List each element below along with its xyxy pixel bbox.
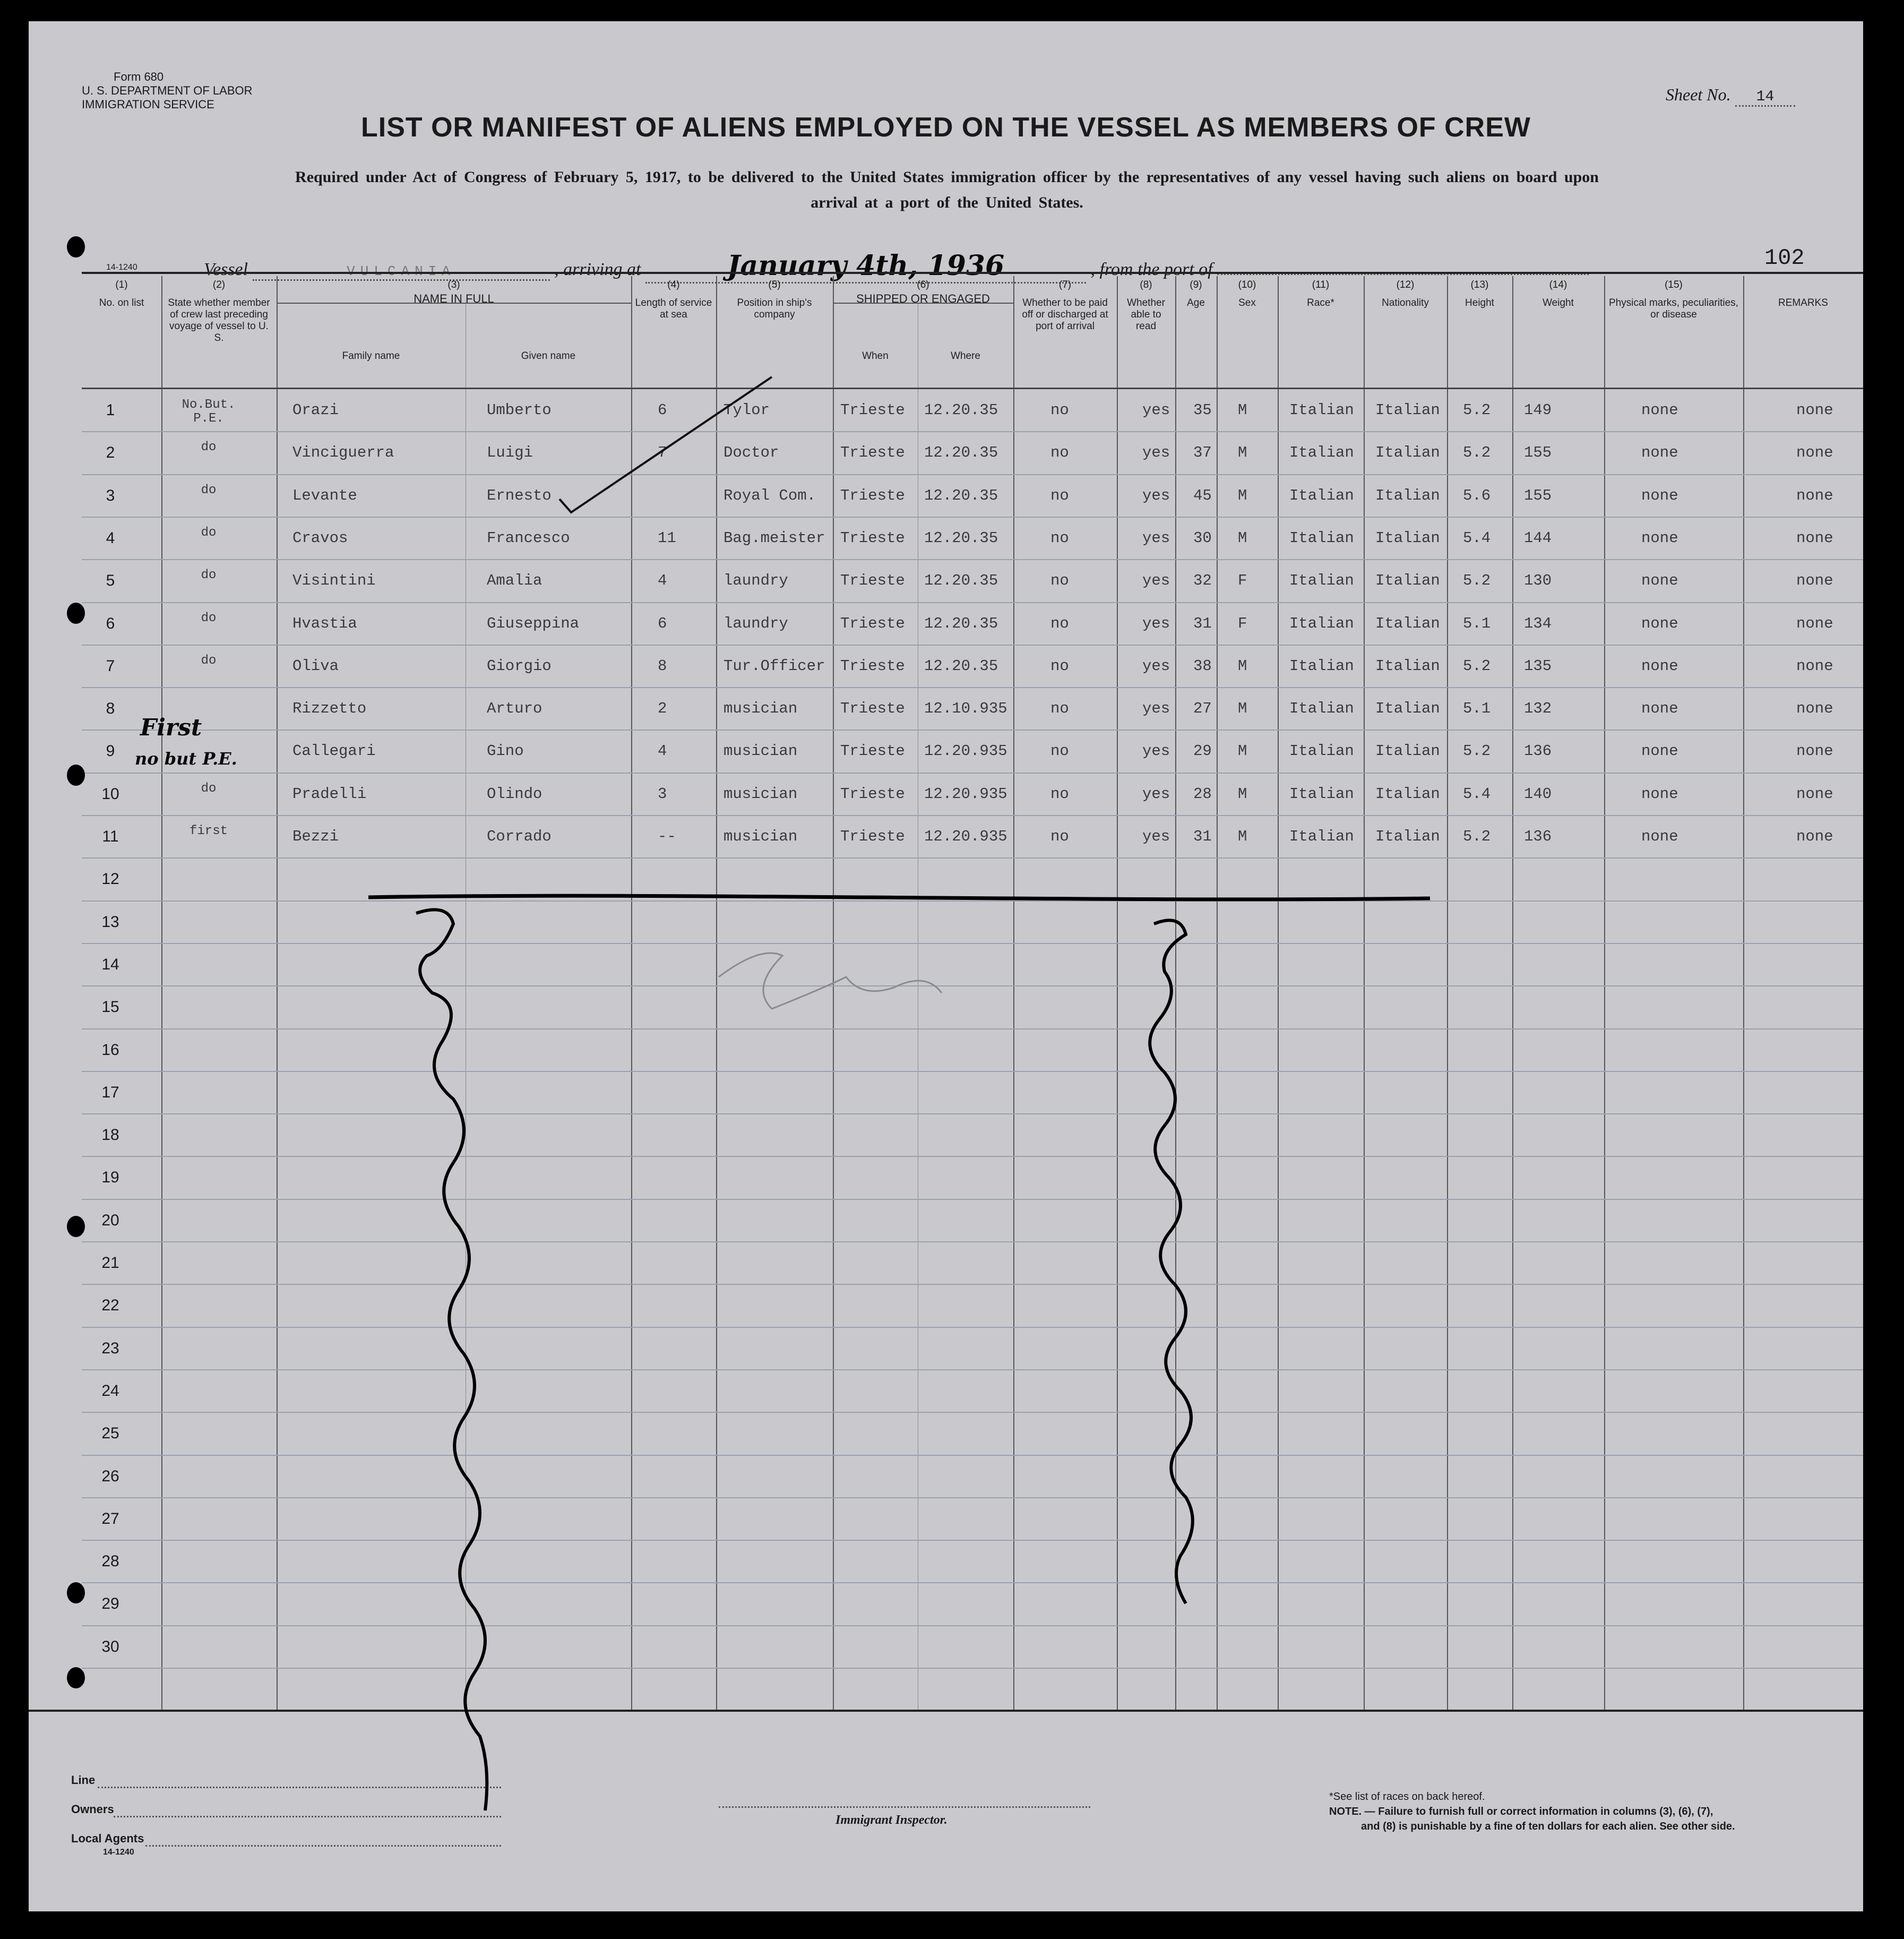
row-number: 27 bbox=[101, 1509, 119, 1528]
handwritten-first: First bbox=[140, 714, 202, 741]
punch-hole bbox=[67, 1667, 85, 1688]
punch-hole bbox=[67, 1582, 85, 1603]
table-cell-position: Tur.Officer bbox=[723, 657, 825, 675]
table-cell-service: 6 bbox=[658, 401, 667, 419]
row-number: 21 bbox=[101, 1254, 119, 1272]
column-number: (15) bbox=[1665, 279, 1683, 290]
table-cell-marks: none bbox=[1641, 614, 1678, 632]
table-cell-remarks: none bbox=[1796, 529, 1833, 547]
table-cell-read: yes bbox=[1142, 572, 1170, 590]
row-number: 6 bbox=[106, 614, 115, 632]
column-header: State whether member of crew last preceding voyage of vessel to U. S. bbox=[168, 297, 270, 344]
table-cell-race: Italian bbox=[1289, 742, 1354, 760]
column-number: (4) bbox=[667, 279, 680, 290]
table-cell-when: 12.20.35 bbox=[924, 444, 998, 462]
table-cell-given: Giorgio bbox=[487, 657, 552, 675]
table-cell-position: laundry bbox=[723, 614, 788, 632]
table-cell-paid: no bbox=[1050, 401, 1069, 419]
row-number: 8 bbox=[106, 700, 115, 718]
table-cell-position: musician bbox=[723, 785, 798, 803]
table-cell-weight: 136 bbox=[1524, 742, 1552, 760]
column-header: Weight bbox=[1543, 297, 1574, 308]
ditto-squiggle-right bbox=[1150, 920, 1193, 1603]
vessel-value: VULCANIA bbox=[253, 263, 550, 281]
table-cell-when: 12.10.935 bbox=[924, 700, 1007, 718]
table-cell-nat: Italian bbox=[1375, 444, 1440, 462]
table-cell-prev: No.But. P.E. bbox=[182, 398, 236, 426]
table-cell-height: 5.6 bbox=[1463, 486, 1491, 504]
line-label: Line bbox=[71, 1773, 96, 1787]
table-cell-paid: no bbox=[1050, 444, 1069, 462]
table-cell-nat: Italian bbox=[1375, 401, 1440, 419]
table-cell-when: 12.20.35 bbox=[924, 572, 998, 590]
table-cell-given: Ernesto bbox=[487, 486, 552, 504]
table-cell-where: Trieste bbox=[840, 401, 905, 419]
table-cell-prev: do bbox=[201, 653, 217, 668]
manifest-page bbox=[29, 21, 1863, 1911]
table-cell-race: Italian bbox=[1289, 529, 1354, 547]
table-cell-race: Italian bbox=[1289, 572, 1354, 590]
table-cell-height: 5.1 bbox=[1463, 614, 1491, 632]
row-number: 13 bbox=[101, 913, 119, 931]
row-number: 16 bbox=[101, 1041, 119, 1059]
table-cell-race: Italian bbox=[1289, 401, 1354, 419]
row-number: 10 bbox=[101, 785, 119, 803]
row-number: 30 bbox=[101, 1637, 119, 1655]
table-cell-marks: none bbox=[1641, 742, 1678, 760]
column-header: Height bbox=[1465, 297, 1494, 308]
table-cell-age: 31 bbox=[1193, 828, 1212, 845]
column-header: Position in ship's company bbox=[737, 297, 812, 320]
table-cell-paid: no bbox=[1050, 657, 1069, 675]
table-cell-paid: no bbox=[1050, 700, 1069, 718]
row-number: 3 bbox=[106, 486, 115, 504]
table-cell-position: Bag.meister bbox=[723, 529, 825, 547]
column-number: (2) bbox=[212, 279, 226, 290]
table-cell-marks: none bbox=[1641, 401, 1678, 419]
table-cell-nat: Italian bbox=[1375, 700, 1440, 718]
table-cell-height: 5.2 bbox=[1463, 572, 1491, 590]
table-cell-prev: do bbox=[201, 483, 217, 497]
column-number: (8) bbox=[1140, 279, 1152, 290]
table-cell-service: 4 bbox=[658, 572, 667, 590]
table-cell-sex: M bbox=[1238, 401, 1247, 419]
table-cell-when: 12.20.935 bbox=[924, 828, 1007, 845]
table-cell-age: 38 bbox=[1193, 657, 1212, 675]
table-cell-family: Visintini bbox=[292, 572, 376, 590]
table-cell-remarks: none bbox=[1796, 785, 1833, 803]
table-cell-nat: Italian bbox=[1375, 529, 1440, 547]
table-cell-when: 12.20.35 bbox=[924, 401, 998, 419]
table-cell-weight: 136 bbox=[1524, 828, 1552, 845]
table-cell-sex: M bbox=[1238, 657, 1247, 675]
note-line-1: NOTE. — Failure to furnish full or correct information in columns (3), (6), (7), bbox=[1329, 1806, 1713, 1817]
column-subheader: When bbox=[862, 350, 889, 362]
table-cell-when: 12.20.35 bbox=[924, 657, 998, 675]
table-cell-where: Trieste bbox=[840, 572, 905, 590]
column-number: (12) bbox=[1396, 279, 1415, 290]
table-cell-service: 4 bbox=[658, 742, 667, 760]
table-cell-nat: Italian bbox=[1375, 785, 1440, 803]
table-cell-service: 3 bbox=[658, 785, 667, 803]
table-cell-age: 30 bbox=[1193, 529, 1212, 547]
faint-signature bbox=[719, 953, 942, 1009]
form-code-bottom: 14-1240 bbox=[103, 1848, 134, 1857]
table-cell-family: Vinciguerra bbox=[292, 444, 394, 462]
row-number: 12 bbox=[101, 870, 119, 888]
table-cell-read: yes bbox=[1142, 742, 1170, 760]
ditto-squiggle-left bbox=[416, 910, 487, 1811]
arriving-label: , arriving at bbox=[554, 260, 641, 279]
table-cell-race: Italian bbox=[1289, 444, 1354, 462]
table-cell-marks: none bbox=[1641, 444, 1678, 462]
table-cell-weight: 155 bbox=[1524, 486, 1552, 504]
table-cell-read: yes bbox=[1142, 828, 1170, 845]
table-cell-family: Rizzetto bbox=[292, 700, 367, 718]
table-cell-race: Italian bbox=[1289, 700, 1354, 718]
table-cell-marks: none bbox=[1641, 529, 1678, 547]
table-cell-weight: 135 bbox=[1524, 657, 1552, 675]
table-cell-where: Trieste bbox=[840, 828, 905, 845]
column-number: (5) bbox=[768, 279, 781, 290]
column-header: Race* bbox=[1307, 297, 1334, 308]
table-cell-age: 37 bbox=[1193, 444, 1212, 462]
table-cell-height: 5.2 bbox=[1463, 657, 1491, 675]
punch-hole bbox=[67, 1216, 85, 1237]
table-cell-sex: M bbox=[1238, 742, 1247, 760]
table-cell-position: laundry bbox=[723, 572, 788, 590]
table-cell-weight: 140 bbox=[1524, 785, 1552, 803]
row-number: 19 bbox=[101, 1169, 119, 1187]
table-cell-nat: Italian bbox=[1375, 742, 1440, 760]
table-cell-remarks: none bbox=[1796, 742, 1833, 760]
column-number: (6) bbox=[917, 279, 929, 290]
table-cell-family: Cravos bbox=[292, 529, 348, 547]
column-number: (1) bbox=[115, 279, 128, 290]
row-number: 28 bbox=[101, 1552, 119, 1571]
punch-hole bbox=[67, 603, 85, 624]
table-cell-height: 5.1 bbox=[1463, 700, 1491, 718]
table-cell-paid: no bbox=[1050, 529, 1069, 547]
sheet-label: Sheet No. bbox=[1666, 85, 1731, 104]
table-cell-paid: no bbox=[1050, 486, 1069, 504]
subtitle-line-2: arrival at a port of the United States. bbox=[811, 194, 1083, 211]
table-cell-nat: Italian bbox=[1375, 614, 1440, 632]
table-cell-prev: first bbox=[189, 824, 228, 838]
row-number: 24 bbox=[101, 1382, 119, 1400]
table-cell-sex: F bbox=[1238, 614, 1247, 632]
column-header: Physical marks, peculiarities, or disease bbox=[1609, 297, 1738, 320]
table-cell-nat: Italian bbox=[1375, 657, 1440, 675]
form-number: Form 680 bbox=[114, 70, 164, 83]
table-cell-marks: none bbox=[1641, 700, 1678, 718]
arrival-date: January 4th, 1936 bbox=[645, 250, 1086, 284]
table-cell-prev: do bbox=[201, 611, 217, 625]
table-cell-where: Trieste bbox=[840, 486, 905, 504]
table-cell-given: Francesco bbox=[487, 529, 570, 547]
table-cell-weight: 132 bbox=[1524, 700, 1552, 718]
row-number: 29 bbox=[101, 1595, 119, 1613]
row-strike-line bbox=[368, 896, 1430, 899]
table-cell-service: -- bbox=[658, 828, 676, 845]
table-cell-given: Olindo bbox=[487, 785, 542, 803]
column-subheader: Family name bbox=[342, 350, 400, 362]
table-cell-height: 5.2 bbox=[1463, 742, 1491, 760]
column-header: No. on list bbox=[99, 297, 144, 308]
handwritten-marks bbox=[29, 21, 1863, 1911]
table-cell-where: Trieste bbox=[840, 444, 905, 462]
table-cell-paid: no bbox=[1050, 572, 1069, 590]
table-cell-read: yes bbox=[1142, 614, 1170, 632]
table-cell-height: 5.2 bbox=[1463, 828, 1491, 845]
column-header: Nationality bbox=[1382, 297, 1429, 308]
table-cell-position: Doctor bbox=[723, 444, 779, 462]
subtitle-line-1: Required under Act of Congress of February 5, 1917, to be delivered to the United States immigration officer by the representatives of any vessel having such aliens on board upon bbox=[295, 168, 1599, 186]
table-cell-family: Pradelli bbox=[292, 785, 367, 803]
row-number: 22 bbox=[101, 1297, 119, 1315]
punch-hole bbox=[67, 236, 85, 258]
table-cell-service: 7 bbox=[658, 444, 667, 462]
table-cell-remarks: none bbox=[1796, 444, 1833, 462]
table-cell-weight: 134 bbox=[1524, 614, 1552, 632]
table-cell-remarks: none bbox=[1796, 614, 1833, 632]
row-number: 18 bbox=[101, 1126, 119, 1144]
table-cell-read: yes bbox=[1142, 529, 1170, 547]
row-number: 17 bbox=[101, 1083, 119, 1101]
row-number: 2 bbox=[106, 444, 115, 462]
table-cell-weight: 144 bbox=[1524, 529, 1552, 547]
department-name: U. S. DEPARTMENT OF LABOR bbox=[82, 84, 253, 97]
table-cell-given: Arturo bbox=[487, 700, 542, 718]
table-cell-height: 5.2 bbox=[1463, 444, 1491, 462]
table-cell-age: 28 bbox=[1193, 785, 1212, 803]
table-cell-nat: Italian bbox=[1375, 486, 1440, 504]
row-number: 25 bbox=[101, 1425, 119, 1443]
table-cell-given: Umberto bbox=[487, 401, 552, 419]
table-cell-race: Italian bbox=[1289, 614, 1354, 632]
row-number: 9 bbox=[106, 742, 115, 760]
table-cell-when: 12.20.35 bbox=[924, 614, 998, 632]
column-number: (13) bbox=[1470, 279, 1489, 290]
table-cell-given: Corrado bbox=[487, 828, 552, 845]
table-cell-age: 45 bbox=[1193, 486, 1212, 504]
table-cell-family: Callegari bbox=[292, 742, 376, 760]
table-cell-position: musician bbox=[723, 742, 798, 760]
table-cell-height: 5.4 bbox=[1463, 529, 1491, 547]
table-cell-read: yes bbox=[1142, 657, 1170, 675]
table-cell-prev: do bbox=[201, 440, 217, 455]
table-cell-age: 27 bbox=[1193, 700, 1212, 718]
table-cell-service: 2 bbox=[658, 700, 667, 718]
column-header: Whether able to read bbox=[1127, 297, 1165, 332]
table-cell-sex: M bbox=[1238, 828, 1247, 845]
table-cell-height: 5.4 bbox=[1463, 785, 1491, 803]
table-cell-given: Gino bbox=[487, 742, 524, 760]
table-cell-given: Amalia bbox=[487, 572, 542, 590]
column-header: Length of service at sea bbox=[635, 297, 712, 320]
column-header: NAME IN FULL bbox=[413, 292, 494, 305]
table-cell-age: 29 bbox=[1193, 742, 1212, 760]
table-cell-age: 35 bbox=[1193, 401, 1212, 419]
table-cell-paid: no bbox=[1050, 785, 1069, 803]
table-cell-where: Trieste bbox=[840, 785, 905, 803]
table-cell-sex: M bbox=[1238, 444, 1247, 462]
table-cell-weight: 155 bbox=[1524, 444, 1552, 462]
column-number: (9) bbox=[1190, 279, 1202, 290]
table-cell-when: 12.20.935 bbox=[924, 742, 1007, 760]
table-cell-where: Trieste bbox=[840, 742, 905, 760]
column-header: SHIPPED OR ENGAGED bbox=[856, 292, 990, 305]
table-cell-marks: none bbox=[1641, 785, 1678, 803]
column-number: (11) bbox=[1312, 279, 1330, 290]
row-number: 1 bbox=[106, 401, 115, 419]
sheet-value: 14 bbox=[1735, 89, 1796, 107]
table-cell-service: 11 bbox=[658, 529, 676, 547]
table-cell-family: Oliva bbox=[292, 657, 339, 675]
table-cell-marks: none bbox=[1641, 572, 1678, 590]
inspector-label: Immigrant Inspector. bbox=[835, 1813, 947, 1827]
table-cell-when: 12.20.35 bbox=[924, 486, 998, 504]
row-number: 4 bbox=[106, 529, 115, 547]
row-number: 11 bbox=[102, 828, 119, 845]
row-number: 23 bbox=[101, 1339, 119, 1357]
table-cell-prev: do bbox=[201, 781, 217, 796]
row-number: 26 bbox=[101, 1467, 119, 1485]
column-subheader: Given name bbox=[521, 350, 576, 362]
table-cell-paid: no bbox=[1050, 828, 1069, 845]
page-number: 102 bbox=[1764, 245, 1805, 271]
table-cell-position: Royal Com. bbox=[723, 486, 816, 504]
table-cell-given: Luigi bbox=[487, 444, 533, 462]
table-cell-age: 31 bbox=[1193, 614, 1212, 632]
column-header: REMARKS bbox=[1778, 297, 1828, 308]
table-cell-remarks: none bbox=[1796, 486, 1833, 504]
tick-mark bbox=[559, 377, 772, 512]
table-cell-prev: do bbox=[201, 525, 217, 540]
table-cell-read: yes bbox=[1142, 700, 1170, 718]
race-note: *See list of races on back hereof. bbox=[1329, 1791, 1485, 1803]
table-cell-given: Giuseppina bbox=[487, 614, 580, 632]
column-number: (3) bbox=[447, 279, 460, 290]
table-cell-marks: none bbox=[1641, 657, 1678, 675]
table-cell-read: yes bbox=[1142, 486, 1170, 504]
table-cell-where: Trieste bbox=[840, 529, 905, 547]
handwritten-no-but-pe: no but P.E. bbox=[135, 749, 237, 769]
owners-label: Owners bbox=[71, 1803, 114, 1816]
table-cell-read: yes bbox=[1142, 444, 1170, 462]
table-cell-race: Italian bbox=[1289, 486, 1354, 504]
table-cell-family: Orazi bbox=[292, 401, 339, 419]
table-cell-remarks: none bbox=[1796, 700, 1833, 718]
table-cell-race: Italian bbox=[1289, 785, 1354, 803]
table-cell-nat: Italian bbox=[1375, 828, 1440, 845]
table-cell-remarks: none bbox=[1796, 657, 1833, 675]
table-cell-when: 12.20.35 bbox=[924, 529, 998, 547]
table-cell-marks: none bbox=[1641, 486, 1678, 504]
row-number: 15 bbox=[101, 998, 119, 1016]
table-cell-paid: no bbox=[1050, 614, 1069, 632]
table-cell-position: musician bbox=[723, 700, 798, 718]
table-cell-read: yes bbox=[1142, 785, 1170, 803]
local-agents-label: Local Agents bbox=[71, 1832, 144, 1845]
table-cell-sex: M bbox=[1238, 700, 1247, 718]
row-number: 20 bbox=[101, 1211, 119, 1229]
table-cell-service: 6 bbox=[658, 614, 667, 632]
table-cell-service: 8 bbox=[658, 657, 667, 675]
table-cell-position: Tylor bbox=[723, 401, 770, 419]
table-cell-where: Trieste bbox=[840, 614, 905, 632]
row-number: 5 bbox=[106, 572, 115, 590]
table-cell-prev: do bbox=[201, 568, 217, 583]
from-port-label: , from the port of bbox=[1090, 260, 1213, 279]
table-cell-family: Bezzi bbox=[292, 828, 339, 845]
table-cell-sex: F bbox=[1238, 572, 1247, 590]
note-line-2: and (8) is punishable by a fine of ten dollars for each alien. See other side. bbox=[1361, 1821, 1735, 1832]
column-header: Sex bbox=[1238, 297, 1256, 308]
table-cell-sex: M bbox=[1238, 486, 1247, 504]
table-cell-race: Italian bbox=[1289, 657, 1354, 675]
vessel-label: Vessel bbox=[204, 260, 248, 279]
table-cell-where: Trieste bbox=[840, 657, 905, 675]
table-cell-remarks: none bbox=[1796, 572, 1833, 590]
table-cell-marks: none bbox=[1641, 828, 1678, 845]
table-cell-weight: 130 bbox=[1524, 572, 1552, 590]
row-number: 14 bbox=[101, 955, 119, 973]
row-number: 7 bbox=[106, 657, 115, 675]
table-cell-age: 32 bbox=[1193, 572, 1212, 590]
table-cell-paid: no bbox=[1050, 742, 1069, 760]
column-number: (10) bbox=[1238, 279, 1256, 290]
page-title: LIST OR MANIFEST OF ALIENS EMPLOYED ON THE VESSEL AS MEMBERS OF CREW bbox=[361, 112, 1531, 143]
column-number: (14) bbox=[1549, 279, 1567, 290]
column-header: Whether to be paid off or discharged at port of arrival bbox=[1022, 297, 1108, 332]
form-code-top: 14-1240 bbox=[106, 263, 137, 272]
table-cell-family: Hvastia bbox=[292, 614, 357, 632]
table-cell-height: 5.2 bbox=[1463, 401, 1491, 419]
column-header: Age bbox=[1187, 297, 1205, 308]
service-name: IMMIGRATION SERVICE bbox=[82, 98, 214, 111]
table-cell-remarks: none bbox=[1796, 828, 1833, 845]
table-cell-weight: 149 bbox=[1524, 401, 1552, 419]
table-cell-nat: Italian bbox=[1375, 572, 1440, 590]
table-cell-race: Italian bbox=[1289, 828, 1354, 845]
table-cell-family: Levante bbox=[292, 486, 357, 504]
table-cell-remarks: none bbox=[1796, 401, 1833, 419]
table-cell-read: yes bbox=[1142, 401, 1170, 419]
column-number: (7) bbox=[1058, 279, 1072, 290]
column-subheader: Where bbox=[951, 350, 980, 362]
punch-hole bbox=[67, 765, 85, 786]
table-cell-when: 12.20.935 bbox=[924, 785, 1007, 803]
table-cell-sex: M bbox=[1238, 529, 1247, 547]
table-cell-sex: M bbox=[1238, 785, 1247, 803]
table-cell-position: musician bbox=[723, 828, 798, 845]
table-cell-where: Trieste bbox=[840, 700, 905, 718]
